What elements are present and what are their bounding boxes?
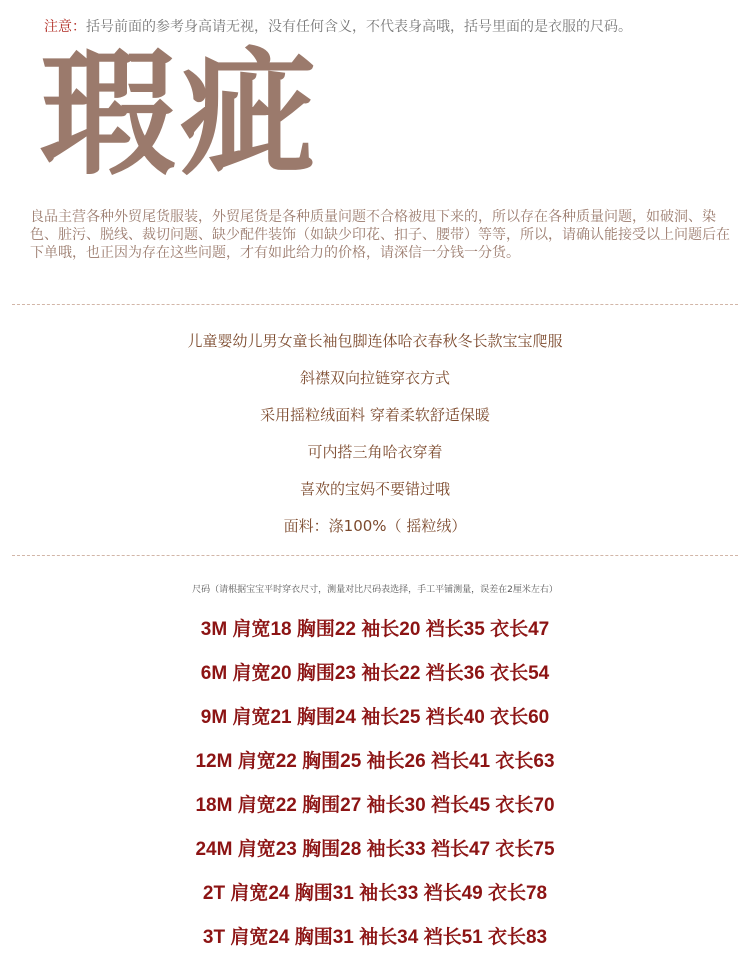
notice-text: 括号前面的参考身高请无视，没有任何含义，不代表身高哦，括号里面的是衣服的尺码。 xyxy=(86,19,632,35)
dashed-divider xyxy=(12,555,738,556)
feature-list xyxy=(0,328,750,550)
size-note: 尺码（请根据宝宝平时穿衣尺寸，测量对比尺码表选择，手工平铺测量，误差在2厘米左右） xyxy=(192,585,558,595)
size-row: 12M 肩宽22 胸围25 袖长26 裆长41 衣长63 xyxy=(195,751,555,772)
size-chart xyxy=(0,614,750,966)
size-row: 3T 肩宽24 胸围31 袖长34 裆长51 衣长83 xyxy=(202,927,548,948)
size-row: 9M 肩宽21 胸围24 袖长25 裆长40 衣长60 xyxy=(200,707,550,728)
size-row: 3M 肩宽18 胸围22 袖长20 裆长35 衣长47 xyxy=(200,619,550,640)
defect-title: 瑕疵 xyxy=(40,34,320,194)
feature-item: 可内搭三角哈衣穿着 xyxy=(307,443,443,461)
size-row: 24M 肩宽23 胸围28 袖长33 裆长47 衣长75 xyxy=(195,839,555,860)
feature-item: 面料：涤100%（ 摇粒绒） xyxy=(283,517,467,535)
feature-item: 斜襟双向拉链穿衣方式 xyxy=(299,369,450,387)
size-row: 18M 肩宽22 胸围27 袖长30 裆长45 衣长70 xyxy=(195,795,555,816)
size-row: 2T 肩宽24 胸围31 袖长33 裆长49 衣长78 xyxy=(202,883,548,904)
dashed-divider xyxy=(12,304,738,305)
defect-description: 良品主营各种外贸尾货服装，外贸尾货是各种质量问题不合格被甩下来的，所以存在各种质量问题，如破洞、染色、脏污、脱线、裁切问题、缺少配件装饰（如缺少印花、扣子、腰带）等等，所以，请确认能接受以上问题后在下单哦，也正因为存在这些问题，才有如此给力的价格，请深信一分钱一分货。 xyxy=(30,209,730,261)
feature-item: 儿童婴幼儿男女童长袖包脚连体哈衣春秋冬长款宝宝爬服 xyxy=(187,332,563,350)
feature-item: 喜欢的宝妈不要错过哦 xyxy=(299,480,450,498)
size-row: 6M 肩宽20 胸围23 袖长22 裆长36 衣长54 xyxy=(200,663,550,684)
feature-item: 采用摇粒绒面料 穿着柔软舒适保暖 xyxy=(260,406,490,424)
notice-label: 注意： xyxy=(44,19,86,35)
